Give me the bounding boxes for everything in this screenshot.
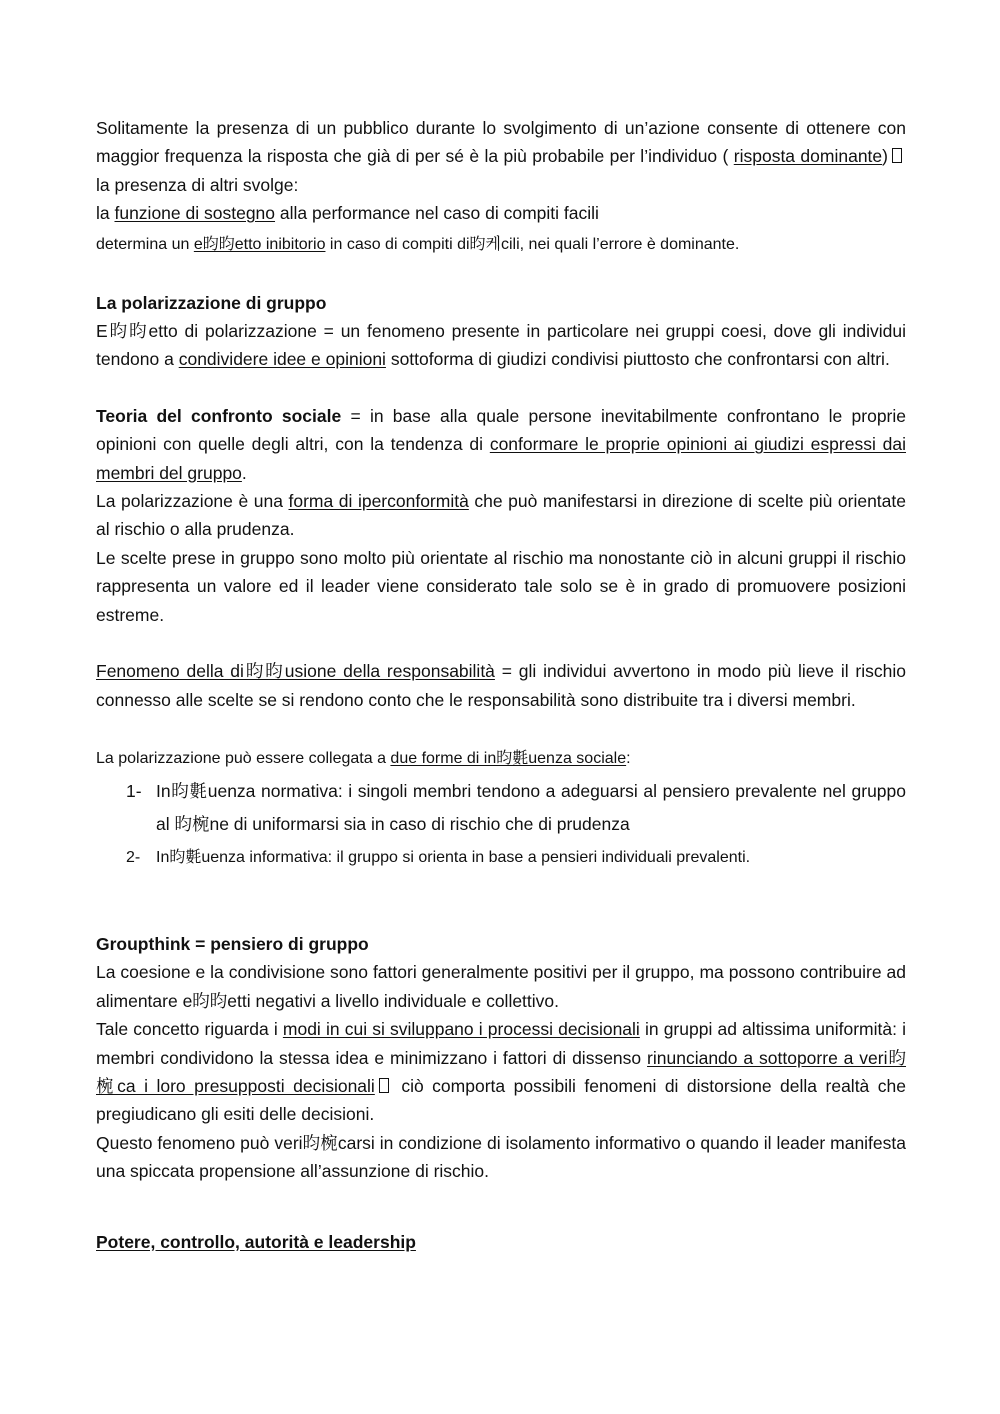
polarization-paragraph-6: La polarizzazione può essere collegata a due forme di in昀氀uenza sociale:: [96, 749, 631, 767]
list-item: 2- In昀氀uenza informativa: il gruppo si orienta in base a pensieri individuali prevalenti.: [96, 841, 906, 874]
section-heading-power: Potere, controllo, autorità e leadership: [96, 1231, 416, 1252]
underlined-term: due forme di in昀氀uenza sociale: [390, 749, 627, 767]
groupthink-paragraph-1: La coesione e la condivisione sono fattori generalmente positivi per il gruppo, ma possono contribuire ad alimentare e昀昀etti negativi a livello individuale e collettivo.: [96, 962, 906, 1011]
arrow-symbol-icon: [892, 148, 902, 163]
list-number: 2-: [126, 848, 141, 866]
groupthink-paragraph-3: Questo fenomeno può veri昀椀carsi in condizione di isolamento informativo o quando il leader manifesta una spiccata propensione all’assunzione di rischio.: [96, 1132, 906, 1182]
polarization-paragraph-2: Teoria del confronto sociale = in base alla quale persone inevitabilmente confrontano le proprie opinioni con quelle degli altri, con la tendenza di conformare le proprie opinioni ai giudizi espressi dai membri del gruppo.: [96, 405, 906, 483]
section-heading-groupthink: Groupthink = pensiero di gruppo: [96, 933, 369, 954]
polarization-paragraph-1: E昀昀etto di polarizzazione = un fenomeno presente in particolare nei gruppi coesi, dove gli individui tendono a condividere idee e opinioni sottoforma di giudizi condivisi piuttosto che confrontarsi con altri.: [96, 321, 906, 370]
polarization-paragraph-4: Le scelte prese in gruppo sono molto più orientate al rischio ma nonostante ciò in alcuni gruppi il rischio rappresenta un valore ed il leader viene considerato tale solo se è in grado di promuovere posizioni estreme.: [96, 547, 906, 625]
arrow-symbol-icon: [379, 1078, 389, 1093]
underlined-term: rinunciando a sottoporre a veri昀椀ca i loro presupposti decisionali: [96, 1047, 907, 1096]
document-page: [96, 114, 906, 1256]
text: ): [882, 146, 888, 167]
list-number: 1-: [126, 780, 142, 801]
bold-term: Teoria del confronto sociale: [96, 405, 342, 426]
polarization-paragraph-3: La polarizzazione è una forma di iperconformità che può manifestarsi in direzione di scelte più orientate al rischio o alla prudenza.: [96, 491, 906, 540]
underlined-term: e昀昀etto inibitorio: [193, 235, 326, 253]
underlined-term: forma di iperconformità: [288, 491, 469, 512]
list-item: 1- In昀氀uenza normativa: i singoli membri tendono a adeguarsi al pensiero prevalente nel gruppo al 昀椀ne di uniformarsi sia in caso di rischio che di prudenza: [96, 775, 906, 841]
influence-list: [96, 775, 906, 874]
intro-line-3: determina un e昀昀etto inibitorio in caso di compiti di昀케cili, nei quali l’errore è dominante.: [96, 235, 740, 253]
intro-paragraph: [96, 114, 906, 199]
intro-line-2: la funzione di sostegno alla performance nel caso di compiti facili: [96, 203, 599, 224]
underlined-term: condividere idee e opinioni: [178, 349, 386, 370]
text: la presenza di altri svolge:: [96, 174, 299, 195]
polarization-paragraph-5: Fenomeno della di昀昀usione della responsabilità = gli individui avvertono in modo più lieve il rischio connesso alle scelte se si rendono conto che le responsabilità sono distribuite tra i diversi membri.: [96, 661, 906, 710]
text: Solitamente la presenza di un pubblico durante lo svolgimento di un’azione consente di ottenere con maggior frequenza la risposta che già di per sé è la più probabile per l’individuo (: [96, 118, 906, 167]
underlined-term: modi in cui si sviluppano i processi decisionali: [282, 1019, 640, 1040]
section-heading-polarization: La polarizzazione di gruppo: [96, 292, 327, 313]
underlined-term: Fenomeno della di昀昀usione della responsabilità: [96, 661, 495, 682]
underlined-term: risposta dominante: [733, 146, 883, 167]
underlined-term: funzione di sostegno: [114, 203, 276, 224]
underlined-term: conformare le proprie opinioni ai giudizi espressi dai membri del gruppo: [96, 434, 906, 483]
groupthink-paragraph-2: Tale concetto riguarda i modi in cui si sviluppano i processi decisionali in gruppi ad altissima uniformità: i membri condividono la stessa idea e minimizzano i fattori di dissenso rinunciando a sottoporre a veri昀椀ca i loro presupposti decisionali ciò comporta possibili fenomeni di distorsione della realtà che pregiudicano gli esiti delle decisioni.: [96, 1019, 907, 1125]
